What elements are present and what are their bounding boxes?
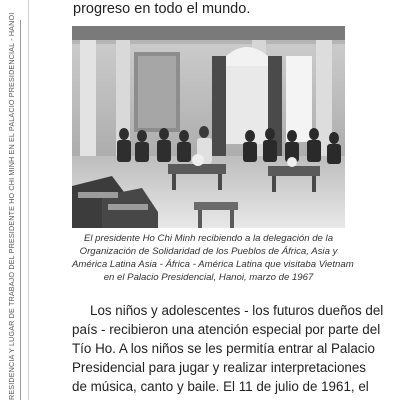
caption-line: El presidente Ho Chi Minh recibiendo a la delegación de la (83, 233, 334, 244)
side-running-header: RESIDENCIA Y LUGAR DE TRABAJO DEL PRESIDENTE HO CHI MINH EN EL PALACIO PRESIDENCIAL - HANOI (4, 20, 21, 400)
body-line: Presidencial para jugar y realizar interpretaciones (72, 360, 366, 375)
caption-line: Organización de Solidaridad de los Pueblos de África, Asia y (79, 246, 338, 257)
body-line: país - recibieron una atención especial por parte del (72, 322, 381, 337)
photo-caption (72, 232, 354, 284)
body-line: de música, canto y baile. El 11 de julio de 1961, el (72, 379, 369, 394)
body-line: Los niños y adolescentes - los futuros dueños del (90, 303, 384, 318)
top-text-line: progreso en todo el mundo. (73, 1, 251, 17)
caption-line: América Latina Asia - África - América Latina que visitaba Vietnam (72, 259, 354, 270)
body-paragraph (72, 301, 384, 396)
body-line: Tío Ho. A los niños se les permitía entrar al Palacio (72, 341, 375, 356)
photo-illustration (72, 26, 345, 228)
side-rule (28, 0, 29, 400)
historical-photo (72, 26, 345, 228)
caption-line: en el Palacio Presidencial, Hanoi, marzo de 1967 (103, 272, 314, 283)
